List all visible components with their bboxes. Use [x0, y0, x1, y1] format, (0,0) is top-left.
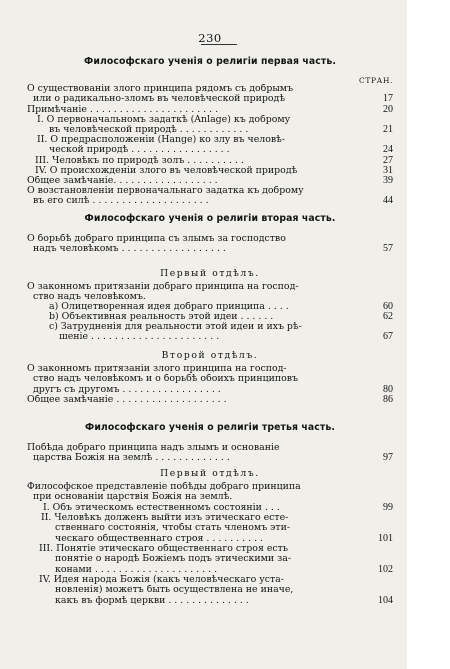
toc-page: 101: [378, 532, 393, 544]
toc-entry: b) Объективная реальность этой идеи . . . . . . 62: [49, 311, 393, 322]
toc-entry: IV. Идея народа Божія (какъ человѣческаго уста- новленія) можетъ быть осуществлена не иначе, какъ въ формѣ церкви . . . . . . . . . . . . . . 104: [39, 575, 393, 606]
toc-page: 67: [383, 331, 393, 343]
toc-entry: О борьбѣ добраго принципа съ злымъ за господство надъ человѣкомъ . . . . . . . . . . . . . . . . . . 57: [27, 234, 393, 255]
part3-section1-heading: Первый отдѣлъ.: [160, 468, 260, 479]
toc-page: 57: [383, 243, 393, 255]
toc-entry: О законномъ притязаніи злого принципа на господ- ство надъ человѣкомъ и о борьбѣ обоихъ принциповъ другъ съ другомъ . . . . . . . . . . . . . . . . . 80: [27, 364, 393, 395]
toc-page: 20: [383, 104, 393, 115]
toc-entry: II. О предрасположеніи (Hange) ко злу въ человѣ- ческой природѣ . . . . . . . . . . . . . . . . . 24: [37, 135, 393, 156]
toc-entry: IV. О происхожденіи злого въ человѣческой природѣ 31: [35, 165, 393, 176]
toc-entry: III. Понятіе этическаго общественнаго строя есть понятіе о народѣ Божіемъ подъ этическими за- конами . . . . . . . . . . . . . . . . . . . . . 102: [39, 544, 393, 575]
toc-page: 17: [383, 93, 393, 105]
toc-entry: I. О первоначальномъ задаткѣ (Anlage) къ доброму въ человѣческой природѣ . . . . . . . . . . . . 21: [37, 115, 393, 136]
toc-entry: а) Олицетворенная идея добраго принципа . . . . 60: [49, 301, 393, 312]
toc-entry: О существованіи злого принципа рядомъ съ добрымъ или о радикально-зломъ въ человѣческой природѣ 17: [27, 84, 393, 105]
toc-page: 44: [383, 195, 393, 207]
page-number-rule: [201, 44, 237, 45]
toc-page: 21: [383, 124, 393, 136]
toc-entry: c) Затрудненія для реальности этой идеи и ихъ рѣ- шеніе . . . . . . . . . . . . . . . . . . . . . . 67: [49, 322, 393, 343]
toc-page: 39: [383, 175, 393, 186]
part2-section1-heading: Первый отдѣлъ.: [160, 268, 260, 279]
toc-page: 97: [383, 452, 393, 464]
toc-entry: III. Человѣкъ по природѣ золъ . . . . . . . . . . 27: [35, 155, 393, 166]
section-intro: Философское представленіе побѣды добраго принципа при основаніи царствія Божія на землѣ.: [27, 482, 301, 503]
toc-page: 24: [383, 144, 393, 156]
toc-page: 27: [383, 155, 393, 166]
toc-page: 62: [383, 311, 393, 322]
toc-entry: Примѣчаніе . . . . . . . . . . . . . . . . . . . . . . 20: [27, 104, 393, 115]
section-intro: О законномъ притязаніи добраго принципа на господ- ство надъ человѣкомъ.: [27, 282, 299, 303]
toc-entry: I. Объ этическомъ естественномъ состояніи . . . 99: [43, 502, 393, 513]
toc-entry: Общее замѣчаніе. . . . . . . . . . . . . . . . . . 39: [27, 175, 393, 186]
toc-entry: О возстановленіи первоначальнаго задатка къ доброму въ его силѣ . . . . . . . . . . . . . . . . . . . . 44: [27, 186, 393, 207]
page-number: 230: [198, 31, 222, 45]
toc-page: 80: [383, 383, 393, 395]
toc-entry: Общее замѣчаніе . . . . . . . . . . . . . . . . . . . 86: [27, 394, 393, 405]
page-column-label: СТРАН.: [359, 76, 393, 85]
part3-heading: Философскаго ученія о религіи третья часть.: [85, 422, 335, 433]
toc-page: 31: [383, 165, 393, 176]
toc-page: 104: [378, 594, 393, 606]
toc-entry: Побѣда добраго принципа надъ злымъ и основаніе царства Божія на землѣ . . . . . . . . . . . . . 97: [27, 443, 393, 464]
toc-page: 60: [383, 301, 393, 312]
part1-heading: Философскаго ученія о религіи первая часть.: [84, 56, 336, 67]
toc-page: 102: [378, 563, 393, 575]
toc-entry: II. Человѣкъ долженъ выйти изъ этическаго есте- ственнаго состоянія, чтобы стать членомъ эти- ческаго общественнаго строя . . . . . . . . . . 101: [41, 513, 393, 544]
part2-section2-heading: Второй отдѣлъ.: [161, 350, 259, 361]
toc-page: 86: [383, 394, 393, 405]
part2-heading: Философскаго ученія о религіи вторая часть.: [84, 213, 336, 224]
toc-page: 99: [383, 502, 393, 513]
